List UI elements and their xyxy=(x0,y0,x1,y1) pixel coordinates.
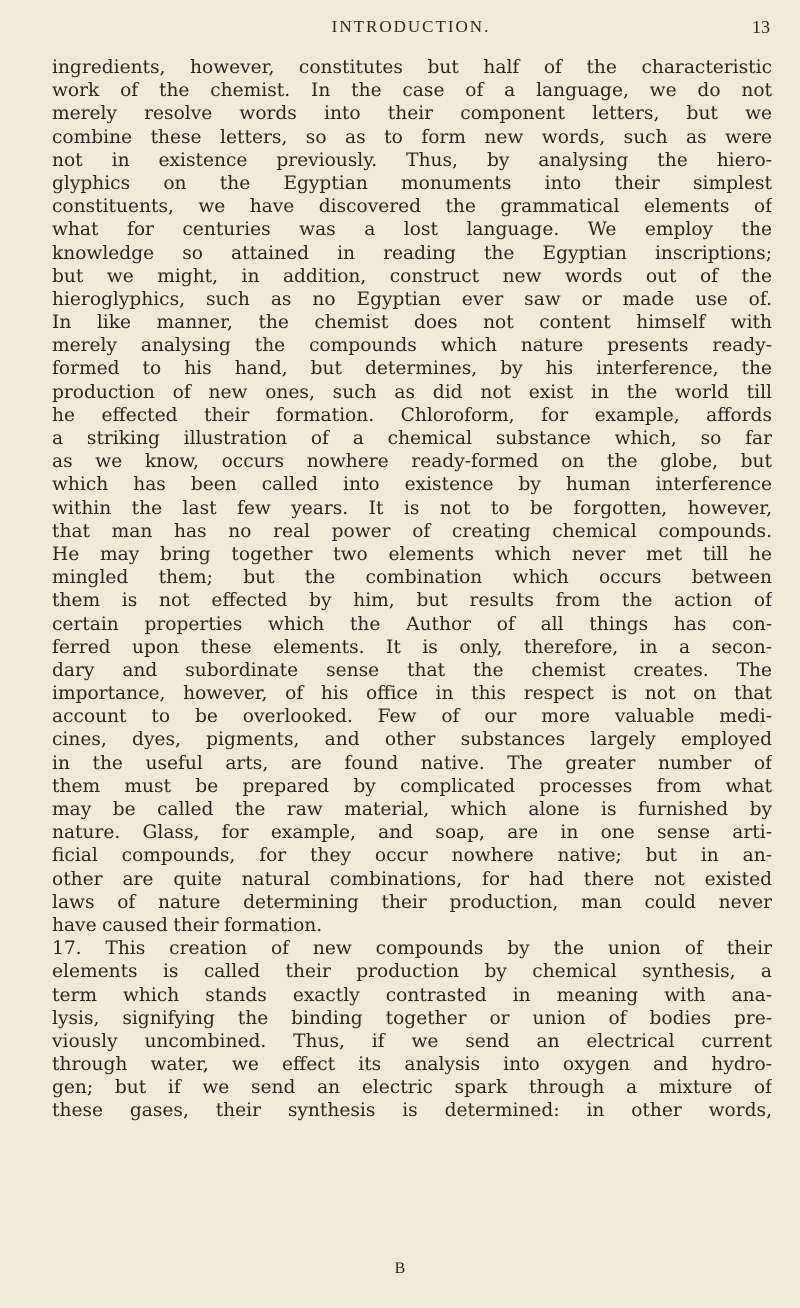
text-line: a striking illustration of a chemical substance which, so far xyxy=(52,428,772,449)
text-line: which has been called into existence by human interference xyxy=(52,474,772,496)
text-line: dary and subordinate sense that the chemist creates. The xyxy=(52,659,772,681)
text-line: that man has no real power of creating chemical compounds. xyxy=(52,520,772,542)
text-line: them must be prepared by complicated processes from what xyxy=(52,775,772,797)
text-line: viously uncombined. Thus, if we send an electrical current xyxy=(52,1030,772,1052)
text-line: knowledge so attained in reading the Egyptian inscriptions; xyxy=(52,242,772,264)
text-line: elements is called their production by chemical synthesis, a xyxy=(52,961,772,983)
text-line: he effected their formation. Chloroform, for example, affords xyxy=(52,404,772,426)
text-line: what for centuries was a lost language. We employ the xyxy=(52,219,772,241)
text-line: cines, dyes, pigments, and other substances largely employed xyxy=(52,729,772,751)
text-line: have caused their formation. xyxy=(52,914,323,936)
text-line: not in existence previously. Thus, by analysing the hiero- xyxy=(52,149,772,171)
text-line: certain properties which the Author of all things has con- xyxy=(52,613,772,635)
text-line: term which stands exactly contrasted in meaning with ana- xyxy=(52,984,772,1006)
text-line: ferred upon these elements. It is only, therefore, in a secon- xyxy=(52,636,772,658)
text-line: through water, we effect its analysis into oxygen and hydro- xyxy=(52,1054,772,1076)
text-line: in the useful arts, are found native. The greater number of xyxy=(52,752,772,774)
text-line: laws of nature determining their production, man could never xyxy=(52,891,772,913)
text-line: mingled them; but the combination which occurs between xyxy=(52,567,772,589)
text-line: merely resolve words into their component letters, but we xyxy=(52,103,772,125)
text-line: account to be overlooked. Few of our more valuable medi- xyxy=(52,706,772,728)
text-line: nature. Glass, for example, and soap, are in one sense arti- xyxy=(52,822,772,844)
text-line: importance, however, of his office in this respect is not on that xyxy=(52,683,772,705)
text-line: merely analysing the compounds which nature presents ready- xyxy=(52,335,772,357)
text-line: work of the chemist. In the case of a language, we do not xyxy=(52,80,772,102)
text-line: constituents, we have discovered the grammatical elements of xyxy=(52,196,772,218)
paragraph-start-line: 17. This creation of new compounds by the union of their xyxy=(52,938,772,960)
text-line: within the last few years. It is not to be forgotten, however, xyxy=(52,497,772,519)
text-line: as we know, occurs nowhere ready-formed on the globe, but xyxy=(52,451,772,473)
text-line: He may bring together two elements which never met till he xyxy=(52,543,772,565)
text-line: In like manner, the chemist does not content himself with xyxy=(52,312,772,334)
text-line: formed to his hand, but determines, by his interference, the xyxy=(52,358,772,380)
text-line: these gases, their synthesis is determined: in other words, xyxy=(52,1100,772,1122)
signature-mark: B xyxy=(394,1260,406,1277)
text-line: production of new ones, such as did not exist in the world till xyxy=(52,381,772,403)
text-line: hieroglyphics, such as no Egyptian ever saw or made use of. xyxy=(52,288,772,310)
text-line: glyphics on the Egyptian monuments into their simplest xyxy=(52,172,772,194)
text-line: but we might, in addition, construct new words out of the xyxy=(52,265,772,287)
page-number: 13 xyxy=(752,17,770,37)
text-line: lysis, signifying the binding together or union of bodies pre- xyxy=(52,1007,772,1029)
body-text xyxy=(52,56,772,1123)
text-line: other are quite natural combinations, for had there not existed xyxy=(52,868,772,890)
text-line: ficial compounds, for they occur nowhere native; but in an- xyxy=(52,845,772,867)
running-head xyxy=(52,17,770,47)
text-line: combine these letters, so as to form new words, such as were xyxy=(52,126,772,148)
text-line: gen; but if we send an electric spark through a mixture of xyxy=(52,1077,772,1099)
text-line: may be called the raw material, which alone is furnished by xyxy=(52,799,772,820)
running-title: INTRODUCTION. xyxy=(331,17,491,36)
text-line: ingredients, however, constitutes but half of the characteristic xyxy=(52,57,772,78)
text-line: them is not effected by him, but results from the action of xyxy=(52,590,772,612)
